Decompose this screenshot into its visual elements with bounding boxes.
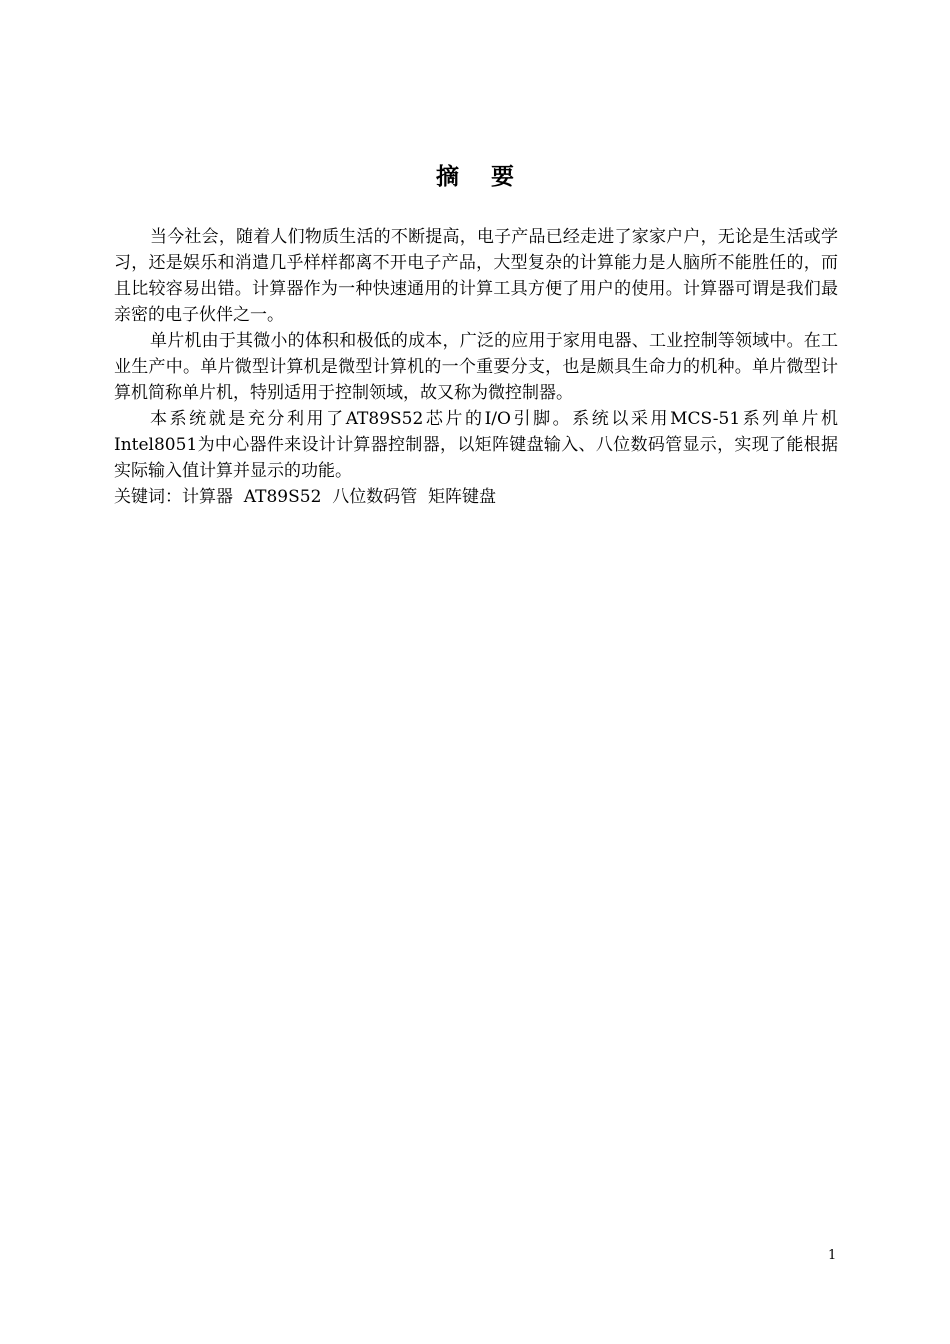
abstract-paragraph-3: 本系统就是充分利用了AT89S52芯片的I/O引脚。系统以采用MCS-51系列单片机Intel8051为中心器件来设计计算器控制器，以矩阵键盘输入、八位数码管显示，实现了能根据实际输入值计算并显示的功能。 (114, 409, 838, 481)
abstract-paragraph-2: 单片机由于其微小的体积和极低的成本，广泛的应用于家用电器、工业控制等领域中。在工业生产中。单片微型计算机是微型计算机的一个重要分支，也是颇具生命力的机种。单片微型计算机简称单片机，特别适用于控制领域，故又称为微控制器。 (114, 331, 838, 403)
page-number: 1 (828, 1248, 837, 1263)
abstract-title: 摘 要 (435, 164, 526, 190)
keywords-line: 关键词：计算器 AT89S52 八位数码管 矩阵键盘 (114, 487, 497, 507)
abstract-paragraph-1: 当今社会，随着人们物质生活的不断提高，电子产品已经走进了家家户户，无论是生活或学习，还是娱乐和消遣几乎样样都离不开电子产品，大型复杂的计算能力是人脑所不能胜任的，而且比较容易出错。计算器作为一种快速通用的计算工具方便了用户的使用。计算器可谓是我们最亲密的电子伙伴之一。 (114, 227, 838, 325)
abstract-body (114, 224, 838, 510)
